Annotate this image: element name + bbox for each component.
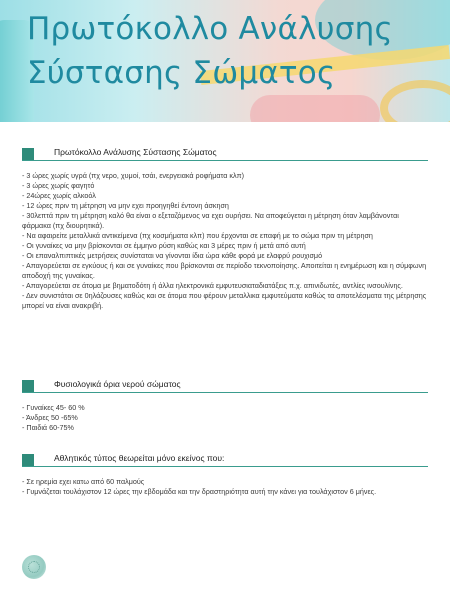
section-marker-icon xyxy=(22,380,34,392)
section-header xyxy=(22,378,428,393)
list-item: - Δεν συνιστάται σε 0ηλάζουσες καθώς και σε άτομα που φέρουν μεταλλικα εμφυτεύματα καθώς τα αποτελέσματα της μέτρησης μπορεί να είναι ανακριβή. xyxy=(22,291,427,310)
section-marker-icon xyxy=(22,454,34,466)
list-item: - 24ώρες χωρίς αλκοόλ xyxy=(22,191,96,200)
list-item: - 12 ώρες πριν τη μέτρηση να μην εχει προηγηθεί έντονη άσκηση xyxy=(22,201,229,210)
list-item: - Οι γυναίκες να μην βρίσκονται σε έμμηνο ρύση καθώς και 3 μέρες πριν ή μετά από αυτή xyxy=(22,241,306,250)
list-item: - 3 ώρες χωρίς υγρά (πχ νερο, χυμοί, τσάι, ενεργειακά ροφήματα κλπ) xyxy=(22,171,244,180)
section-water-limits xyxy=(22,378,428,433)
list-item: - Να αφαιρείτε μεταλλικά αντικείμενα (πχ κοσμήματα κλπ) που έρχονται σε επαφή με το σώμα πριν τη μέτρηση xyxy=(22,231,373,240)
section-header xyxy=(22,452,428,467)
list-item: - Άνδρες 50 -65% xyxy=(22,413,78,422)
list-item: - Σε ηρεμία εχει κατω από 60 παλμούς xyxy=(22,477,145,486)
list-item: - Απαγορεύεται σε άτομα με βηματοδότη ή άλλα ηλεκτρονικά εμφυτευσιαταδιατάξεις π.χ. απινιδωτές, αντλίες ινσουλίνης. xyxy=(22,281,403,290)
page-title-line-2: Σύστασης Σώματος xyxy=(27,55,336,91)
section-marker-icon xyxy=(22,148,34,160)
list-item: - 30λεπτά πριν τη μέτρηση καλό θα είναι ο εξεταζόμενος να εχει ουρήσει. Να αποφεύγεται η μέτρηση όταν λαμβάνονται φάρμακα (πχ διουρητικά). xyxy=(22,211,399,230)
list-item: - Απαγορεύεται σε εγκύους ή και σε γυναίκες που βρίσκονται σε περίοδο τεκνοποίησης. Αποιτείται η ενημέρωση και η σύμφωνη αποδοχή της γυναίκας. xyxy=(22,261,427,280)
page-title-line-1: Πρωτόκολλο Ανάλυσης xyxy=(27,11,393,47)
section-title: Πρωτόκολλο Ανάλυσης Σύστασης Σώματος xyxy=(54,147,217,157)
section-body xyxy=(22,171,428,311)
header-banner xyxy=(0,0,450,122)
list-item: - 3 ώρες χωρίς φαγητό xyxy=(22,181,95,190)
section-athletic-type xyxy=(22,452,428,497)
section-title: Φυσιολογικά όρια νερού σώματος xyxy=(54,379,181,389)
section-title: Αθλητικός τύπος θεωρείται μόνο εκείνος που: xyxy=(54,453,225,463)
page-title xyxy=(27,7,393,95)
section-header xyxy=(22,146,428,161)
dumbbell-image xyxy=(250,95,380,122)
section-protocol xyxy=(22,146,428,311)
list-item: - Παιδιά 60-75% xyxy=(22,423,74,432)
list-item: - Γυναίκες 45- 60 % xyxy=(22,403,85,412)
list-item: - Γυμνάζεται τουλάχιστον 12 ώρες την εβδομάδα και την δραστηριότητα αυτή την κάνει για τουλάχιστον 6 μήνες. xyxy=(22,487,377,496)
list-item: - Οι επαναλπιπτικές μετρήσεις συνίσταται να γίνονται ίδια ώρα κάθε φορά με ελαφρύ ρουχισμό xyxy=(22,251,323,260)
section-body xyxy=(22,477,428,497)
section-body xyxy=(22,403,428,433)
logo-icon xyxy=(22,555,46,579)
